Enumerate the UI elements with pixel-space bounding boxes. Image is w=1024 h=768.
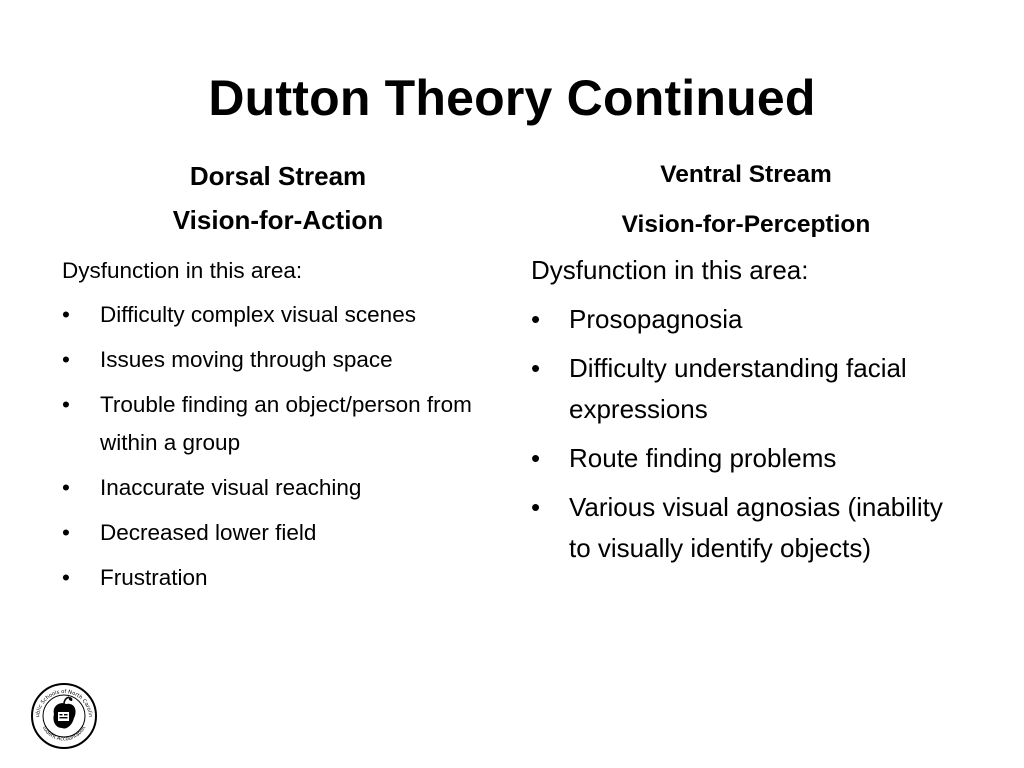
list-item-text: Frustration bbox=[100, 565, 208, 590]
dorsal-intro: Dysfunction in this area: bbox=[62, 258, 303, 283]
list-item-text: Trouble finding an object/person from within a group bbox=[100, 392, 472, 455]
list-item-text: Inaccurate visual reaching bbox=[100, 475, 362, 500]
bullet-icon: • bbox=[531, 492, 541, 522]
dorsal-heading-line2: Vision-for-Action bbox=[172, 205, 384, 235]
list-item-text: Difficulty understanding facial expressions bbox=[569, 353, 907, 424]
list-item bbox=[62, 514, 482, 552]
bullet-icon: • bbox=[62, 565, 70, 590]
list-item-text: Issues moving through space bbox=[100, 347, 393, 372]
list-item bbox=[531, 299, 971, 340]
svg-text:Student Accountability: tudent Accountabilit bbox=[40, 725, 88, 743]
list-item bbox=[62, 469, 482, 507]
ventral-heading-line2: Vision-for-Perception bbox=[621, 211, 871, 238]
ventral-intro: Dysfunction in this area: bbox=[531, 255, 809, 285]
list-item bbox=[62, 341, 482, 379]
bullet-icon: • bbox=[62, 520, 70, 545]
bullet-icon: • bbox=[62, 347, 70, 372]
bullet-icon: • bbox=[62, 475, 70, 500]
ventral-stream-heading bbox=[528, 150, 964, 250]
school-seal-logo-icon bbox=[30, 682, 98, 750]
bullet-icon: • bbox=[531, 443, 541, 473]
list-item-text: Difficulty complex visual scenes bbox=[100, 302, 416, 327]
list-item-text: Various visual agnosias (inability to visually identify objects) bbox=[569, 492, 943, 563]
bullet-icon: • bbox=[531, 304, 541, 334]
dorsal-bullet-list bbox=[62, 296, 482, 597]
ventral-heading-line1: Ventral Stream bbox=[660, 161, 832, 188]
ventral-bullet-list bbox=[531, 299, 971, 569]
bullet-icon: • bbox=[62, 392, 70, 417]
list-item bbox=[531, 487, 971, 569]
list-item-text: Decreased lower field bbox=[100, 520, 317, 545]
list-item bbox=[62, 296, 482, 334]
list-item bbox=[62, 386, 482, 462]
dorsal-heading-line1: Dorsal Stream bbox=[189, 161, 367, 191]
list-item bbox=[531, 438, 971, 479]
list-item-text: Prosopagnosia bbox=[569, 304, 743, 334]
list-item bbox=[531, 348, 971, 430]
bullet-icon: • bbox=[62, 302, 70, 327]
dorsal-stream-content bbox=[62, 252, 482, 604]
ventral-stream-content bbox=[531, 250, 971, 577]
svg-text:Public Schools of North Caroli: ublic Schools of North Carolin bbox=[34, 688, 94, 718]
slide-title: Dutton Theory Continued bbox=[208, 70, 816, 126]
list-item-text: Route finding problems bbox=[569, 443, 837, 473]
list-item bbox=[62, 559, 482, 597]
dorsal-stream-heading bbox=[60, 154, 496, 242]
bullet-icon: • bbox=[531, 353, 541, 383]
